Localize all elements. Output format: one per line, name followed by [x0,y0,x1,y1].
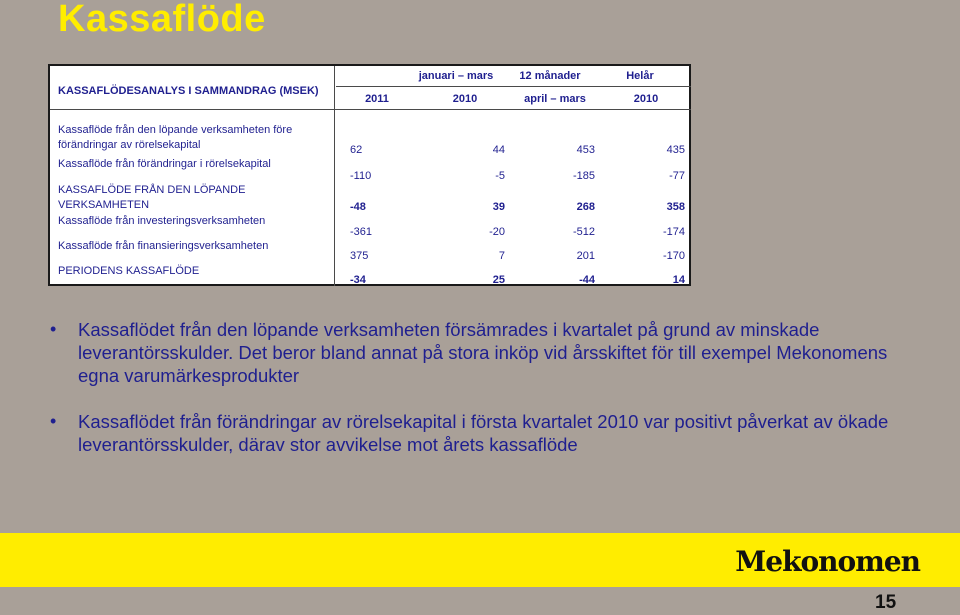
page-number: 15 [875,592,897,613]
row-label-line: KASSAFLÖDE FRÅN DEN LÖPANDE [58,184,246,196]
bullet-text: Kassaflödet från den löpande verksamheten försämrades i kvartalet på grund av minskade leverantörsskulder. Det beror bland annat på stora inköp vid årsskiftet för till exempel Mekonomens egna varumärkesprodukter [78,319,888,386]
row-label-line: Kassaflöde från den löpande verksamheten före [58,124,293,136]
cash-flow-table [48,64,691,286]
table-cell: -170 [662,250,685,262]
row-label-line: Kassaflöde från förändringar i rörelsekapital [58,158,271,170]
header-12-months: 12 månader [519,70,581,82]
subheader-2010: 2010 [452,93,478,105]
table-cell: 268 [576,201,595,213]
table-cell: 7 [498,250,505,262]
table-cell: 44 [492,144,505,156]
table-cell: 358 [666,201,685,213]
table-cell: -34 [350,274,366,286]
subheader-apr-mar: april – mars [524,93,586,105]
table-cell: 39 [492,201,505,213]
subheader-2010-full: 2010 [633,93,659,105]
header-jan-mar: januari – mars [418,70,494,82]
row-label-line: PERIODENS KASSAFLÖDE [58,265,200,277]
header-full-year: Helår [626,70,654,82]
row-label-line: förändringar av rörelsekapital [58,139,201,151]
table-header-label: KASSAFLÖDESANALYS I SAMMANDRAG (MSEK) [58,85,319,97]
table-cell: 453 [576,144,595,156]
table-cell: 14 [672,274,685,286]
table-cell: -48 [350,201,366,213]
table-cell: -361 [350,226,373,238]
table-cell: 201 [576,250,595,262]
subheader-2011: 2011 [365,93,389,105]
table-cell: -44 [579,274,595,286]
bullet-text: Kassaflödet från förändringar av rörelsekapital i första kvartalet 2010 var positivt påverkat av ökade leverantörsskulder, därav stor avvikelse mot årets kassaflöde [78,411,889,455]
table-cell: -5 [495,170,505,182]
table-cell: -20 [489,226,505,238]
table-cell: 25 [492,274,505,286]
table-cell: 375 [350,250,369,262]
bullet-list [50,318,930,456]
header-divider [336,86,691,87]
bullet-item [50,410,930,456]
table-cell: -110 [350,170,372,182]
bullet-item [50,318,930,387]
table-cell: -185 [572,170,595,182]
mekonomen-logo: Mekonomen [735,545,920,578]
table-cell: -512 [572,226,595,238]
row-label-line: Kassaflöde från investeringsverksamheten [58,215,266,227]
page-title: Kassaflöde [58,0,266,40]
table-cell: -77 [669,170,685,182]
bullet-icon: • [50,411,57,431]
row-label-line: Kassaflöde från finansieringsverksamheten [58,240,269,252]
header-bottom-line [50,109,691,110]
table-cell: -174 [662,226,685,238]
footer-bar [0,533,960,587]
bullet-icon: • [50,319,57,339]
row-label-line: VERKSAMHETEN [58,199,150,211]
table-cell: 62 [350,144,363,156]
label-column-divider [334,66,335,286]
table-cell: 435 [666,144,685,156]
